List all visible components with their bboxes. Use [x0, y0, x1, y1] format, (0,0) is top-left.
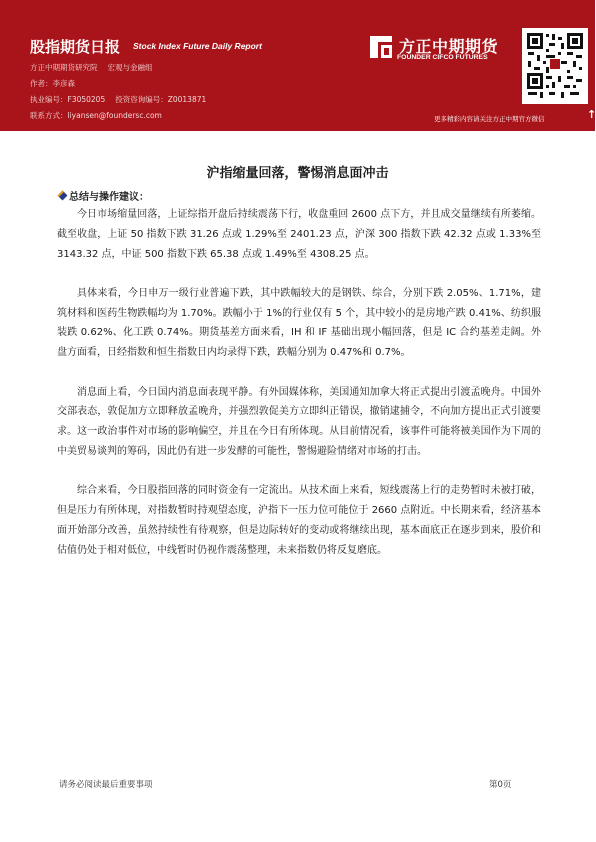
- contact: 联系方式：liyansen@foundersc.com: [30, 111, 162, 120]
- author: 作者：李彦森: [30, 79, 75, 88]
- paragraph: 具体来看，今日申万一级行业普遍下跌，其中跌幅较大的是钢铁、综合，分别下跌 2.05%、1.71%，建筑材料和医药生物跌幅均为 1.70%。跌幅小于 1%的行业仅有 5 个，其中较小的是房地产跌 0.41%、纺织服装跌 0.62%、化工跌 0.74%。期货基差方面来看，IH 和 IF 基础出现小幅回落，但是 IC 合约基差走阔。外盘方面看，日经指数和恒生指数日内均录得下跌，跌幅分别为 0.47%和 0.7%。: [57, 287, 541, 359]
- page-number: 第0页: [489, 780, 512, 790]
- section-heading: [59, 188, 149, 203]
- report-header: [0, 0, 595, 131]
- license-number: 执业编号：F3050205: [30, 95, 106, 104]
- report-title-en: Stock Index Future Daily Report: [133, 41, 262, 51]
- institute-name: 方正中期期货研究院: [30, 63, 98, 72]
- section-heading-label: 总结与操作建议：: [69, 192, 149, 203]
- license-line: [30, 94, 206, 105]
- footer-disclaimer-note: 请务必阅读最后重要事项: [59, 780, 153, 790]
- paragraph: 今日市场缩量回落，上证综指开盘后持续震荡下行，收盘重回 2600 点下方，并且成交量继续有所萎缩。截至收盘，上证 50 指数下跌 31.26 点或 1.29%至 2401.23 点，沪深 300 指数下跌 42.32 点或 1.33%至 3143.32 点，中证 500 指数下跌 65.38 点或 1.49%至 4308.25 点。: [57, 209, 541, 260]
- logo-mark-icon: [366, 32, 396, 62]
- diamond-bullet-icon: [58, 191, 68, 201]
- company-logo: [366, 32, 516, 72]
- logo-name-en: FOUNDER CIFCO FUTURES: [397, 54, 488, 61]
- paragraph: 综合来看，今日股指回落的同时资金有一定流出。从技术面上来看，短线震荡上行的走势暂时未被打破，但是压力有所体现，对指数暂时持观望态度，沪指下一压力位可能位于 2660 点附近。中长期来看，经济基本面开始部分改善，虽然持续性有待观察，但是边际转好的变动或将继续出现，基本面底正在逐步到来，股价和估值仍处于相对低位，中线暂时仍视作震荡整理，未来指数仍将反复磨底。: [57, 485, 541, 556]
- report-title: 股指期货日报: [30, 38, 121, 56]
- logo-name-cn: 方正中期期货: [399, 37, 499, 56]
- advisory-number: 投资咨询编号：Z0013871: [115, 95, 207, 104]
- department-name: 宏观与金融组: [107, 63, 153, 72]
- document-title: 沪指缩量回落，警惕消息面冲击: [206, 166, 389, 181]
- institute-line: [30, 62, 153, 73]
- document-body: [57, 205, 541, 580]
- qr-code-icon: [525, 31, 585, 101]
- wechat-qr-code: [522, 28, 588, 104]
- paragraph: 消息面上看，今日国内消息面表现平静。有外国媒体称，美国通知加拿大将正式提出引渡孟晚舟。中国外交部表态，敦促加方立即释放孟晚舟，并强烈敦促美方立即纠正错误，撤销逮捕令，不向加方提出正式引渡要求。这一政治事件对市场的影响偏空，并且在今日有所体现。从目前情况看，该事件可能将被美国作为下周的中美贸易谈判的筹码，因此仍有进一步发酵的可能性，警惕避险情绪对市场的打击。: [57, 386, 541, 457]
- arrow-up-icon: ↑: [587, 108, 596, 121]
- wechat-follow-note: 更多精彩内容请关注方正中期官方微信: [434, 115, 545, 123]
